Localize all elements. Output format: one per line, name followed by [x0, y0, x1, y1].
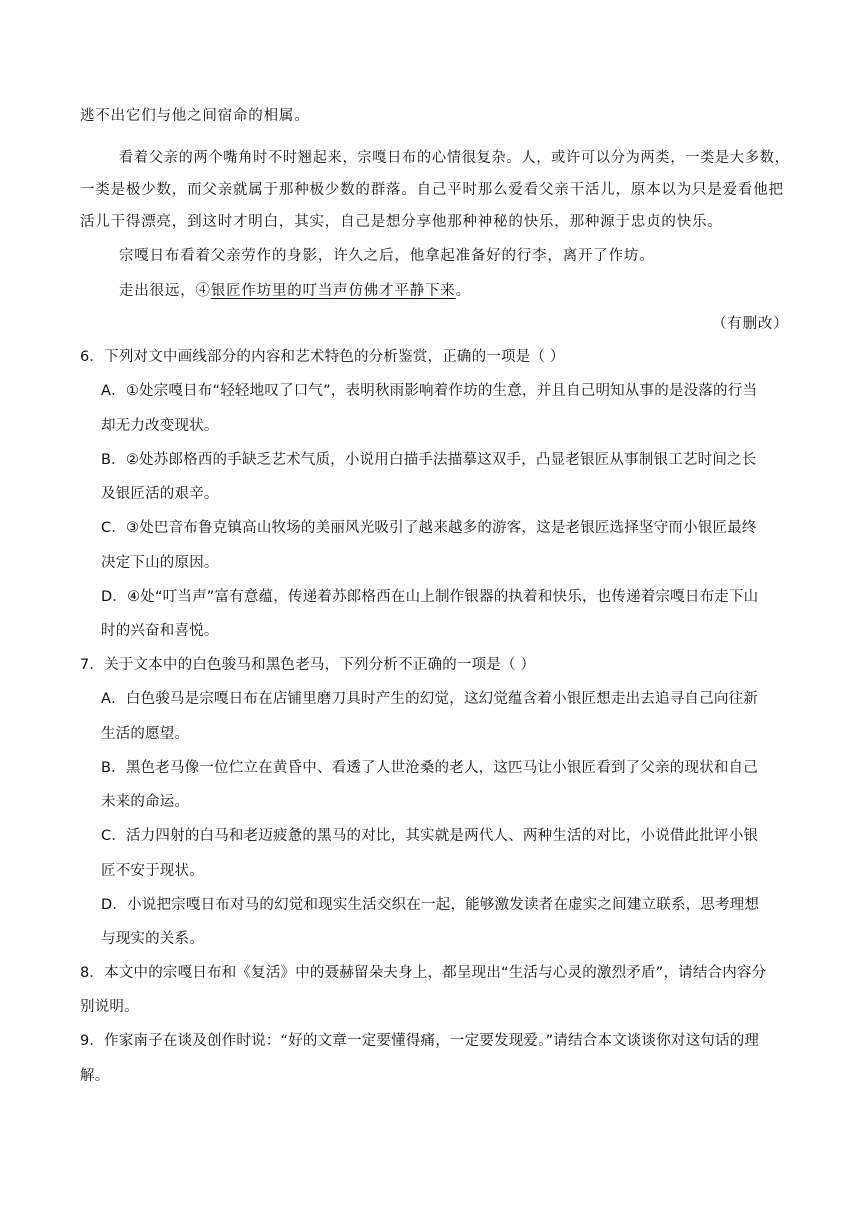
question-6-option-c: 决定下山的原因。: [101, 555, 219, 571]
question-8: 8．本文中的宗嘎日布和《复活》中的聂赫留朵夫身上，都呈现出“生活与心灵的激烈矛盾”，请结合内容分: [80, 965, 767, 981]
passage-line: 宗嘎日布看着父亲劳作的身影，许久之后，他拿起准备好的行李，离开了作坊。: [119, 248, 655, 264]
passage-text: 走出很远，④: [119, 283, 211, 299]
question-7-option-b: B．黑色老马像一位伫立在黄昏中、看透了人世沧桑的老人，这匹马让小银匠看到了父亲的现状和自己: [101, 760, 758, 776]
question-6-option-d: D．④处“叮当声”富有意蕴，传递着苏郎格西在山上制作银器的执着和快乐，也传递着宗嘎日布走下山: [101, 589, 759, 605]
underlined-phrase: 银匠作坊里的叮当声仿佛才平静下来: [210, 283, 456, 299]
question-7-option-d: D．小说把宗嘎日布对马的幻觉和现实生活交织在一起，能够激发读者在虚实之间建立联系，思考理想: [101, 897, 760, 913]
question-9: 9．作家南子在谈及创作时说：“好的文章一定要懂得痛，一定要发现爱。”请结合本文谈谈你对这句话的理: [80, 1033, 760, 1049]
question-6-option-b: B．②处苏郎格西的手缺乏艺术气质，小说用白描手法描摹这双手，凸显老银匠从事制银工艺时间之长: [101, 452, 757, 468]
source-note: （有删改）: [712, 316, 789, 332]
question-6-option-a: A．①处宗嘎日布“轻轻地叹了口气”，表明秋雨影响着作坊的生意，并且自己明知从事的是没落的行当: [101, 383, 758, 399]
question-7-option-b: 未来的命运。: [101, 794, 190, 810]
passage-line: 看着父亲的两个嘴角时不时翘起来，宗嘎日布的心情很复杂。人，或许可以分为两类，一类是大多数，: [119, 150, 790, 166]
passage-line: 活儿干得漂亮，到这时才明白，其实，自己是想分享他那种神秘的快乐，那种源于忠贞的快乐。: [80, 214, 723, 230]
question-7-option-a: A．白色骏马是宗嘎日布在店铺里磨刀具时产生的幻觉，这幻觉蕴含着小银匠想走出去追寻自己向往新: [101, 691, 758, 707]
question-7-stem: 7．关于文本中的白色骏马和黑色老马，下列分析不正确的一项是（ ）: [80, 657, 536, 673]
question-7-option-c: 匠不安于现状。: [101, 863, 204, 879]
passage-text: 。: [455, 283, 471, 299]
question-6-option-b: 及银匠活的艰辛。: [101, 486, 219, 502]
question-6-option-d: 时的兴奋和喜悦。: [101, 623, 219, 639]
passage-line: 一类是极少数，而父亲就属于那种极少数的群落。自己平时那么爱看父亲干活儿，原本以为只是爱看他把: [80, 182, 784, 198]
question-7-option-a: 生活的愿望。: [101, 726, 190, 742]
question-6-option-c: C．③处巴音布鲁克镇高山牧场的美丽风光吸引了越来越多的游客，这是老银匠选择坚守而小银匠最终: [101, 520, 757, 536]
question-8: 别说明。: [80, 999, 139, 1015]
question-6-option-a: 却无力改变现状。: [101, 418, 219, 434]
question-7-option-d: 与现实的关系。: [101, 931, 204, 947]
passage-line: [119, 281, 471, 301]
question-6-stem: 6．下列对文中画线部分的内容和艺术特色的分析鉴赏，正确的一项是（ ）: [80, 349, 565, 365]
passage-line: 逃不出它们与他之间宿命的相属。: [80, 108, 310, 124]
question-7-option-c: C．活力四射的白马和老迈疲惫的黑马的对比，其实就是两代人、两种生活的对比，小说借此批评小银: [101, 828, 759, 844]
question-9: 解。: [80, 1068, 110, 1084]
